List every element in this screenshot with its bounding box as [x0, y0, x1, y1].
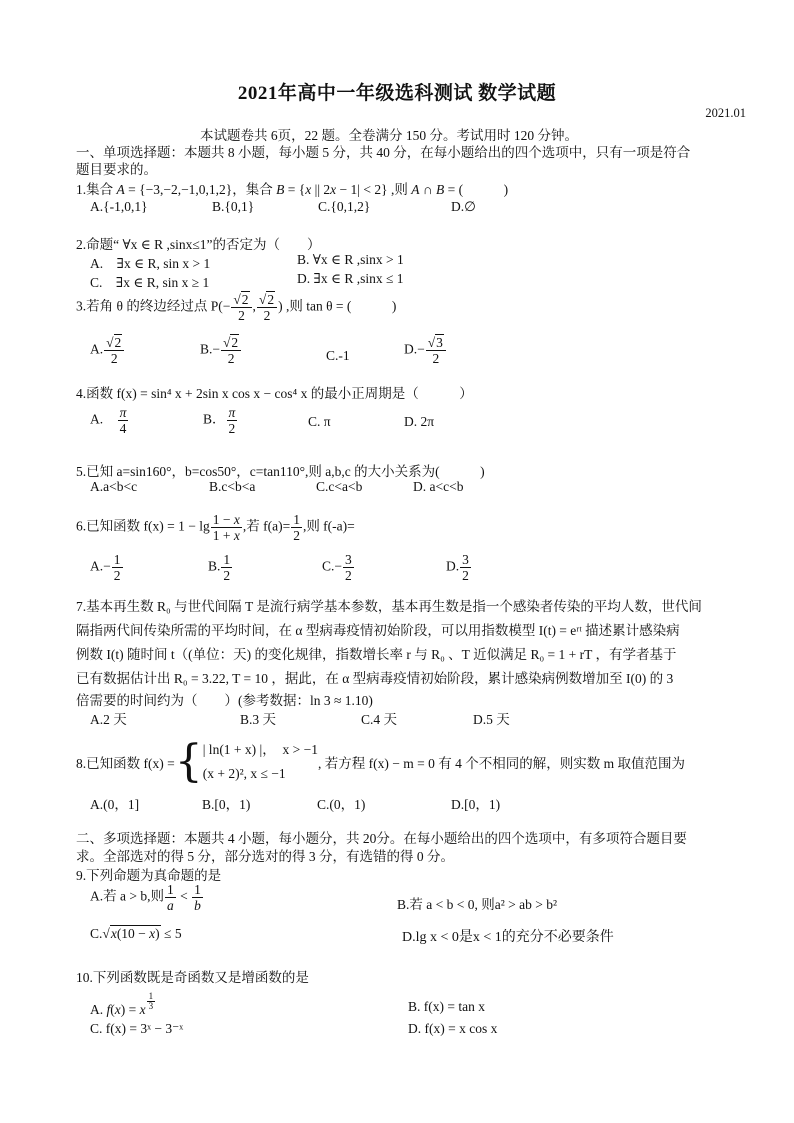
question-10-stem: 10.下列函数既是奇函数又是增函数的是: [76, 970, 309, 985]
question-1-option-d[interactable]: D.∅: [451, 199, 476, 214]
question-3-option-b[interactable]: B.− $\frac{√2}{2}$: [200, 335, 242, 366]
question-8-option-b[interactable]: B.[0，1): [202, 797, 251, 812]
question-5-option-a[interactable]: A.a<b<c: [90, 479, 138, 494]
question-7-line-2: 隔指两代间传染所需的平均时间，在 α 型病毒疫情初始阶段，可以用指数模型 I(t) = eʳᵗ 描述累计感染病: [76, 623, 680, 638]
question-4-option-c[interactable]: C. π: [308, 414, 331, 429]
question-5-option-d[interactable]: D. a<c<b: [413, 479, 464, 494]
question-4-option-d[interactable]: D. 2π: [404, 414, 435, 429]
question-2-option-d[interactable]: D. ∃x ∈ R ,sinx ≤ 1: [297, 271, 404, 286]
question-7-line-1: 7.基本再生数 R₀ 与世代间隔 T 是流行病学基本参数，基本再生数是指一个感染者传染的平均人数，世代间: [76, 599, 702, 614]
question-1-stem: 1.集合 A = {−3,−2,−1,0,1,2}，集合 B = {x || 2x − 1| < 2} ,则 A ∩ B = ( ): [76, 182, 509, 197]
question-3-label: 3.若角 θ 的终边经过点 P(: [76, 298, 223, 314]
question-1-label: 1.集合: [76, 182, 114, 197]
question-7-option-b[interactable]: B.3 天: [240, 712, 277, 727]
question-8-label: 8.已知函数 f(x) =: [76, 756, 175, 771]
question-4-option-b[interactable]: B． $\frac{\pi}{2}$: [203, 405, 236, 436]
question-6-stem: 6.已知函数 f(x) = 1 − lg $\frac{1 - x}{1 + x}$ ,若 f(a)= $\frac{1}{2}$ ,则 f(-a)=: [76, 512, 355, 543]
question-10-option-b[interactable]: B. f(x) = tan x: [408, 999, 485, 1014]
question-5-option-b[interactable]: B.c<b<a: [209, 479, 256, 494]
question-9-stem: 9.下列命题为真命题的是: [76, 868, 222, 883]
question-8-stem: 8.已知函数 f(x) ={ | ln(1 + x) |， x > −1 (x + 2)², x ≤ −1 , 若方程 f(x) − m = 0 有 4 个不相同的解，则实数 m 取值范围为: [76, 736, 685, 787]
question-2-option-b[interactable]: B. ∀x ∈ R ,sinx > 1: [297, 252, 404, 267]
question-10-option-d[interactable]: D. f(x) = x cos x: [408, 1021, 498, 1036]
question-7-option-c[interactable]: C.4 天: [361, 712, 398, 727]
question-3-option-a[interactable]: A. $\frac{√2}{2}$: [90, 335, 125, 366]
section1-heading: 一、单项选择题：本题共 8 小题，每小题 5 分，共 40 分，在每小题给出的四个选项中，只有一项是符合: [76, 145, 691, 160]
question-10-option-c[interactable]: C. f(x) = 3ˣ − 3⁻ˣ: [90, 1021, 184, 1036]
question-1-option-c[interactable]: C.{0,1,2}: [318, 199, 371, 214]
question-1-option-a[interactable]: A.{-1,0,1}: [90, 199, 148, 214]
brace-symbol: {: [174, 736, 203, 787]
question-6-option-d[interactable]: D. $\frac{3}{2}$: [446, 552, 469, 583]
question-7-line-3: 例数 I(t) 随时间 t（(单位：天) 的变化规律，指数增长率 r 与 R₀ 、T 近似满足 R₀ = 1 + rT ，有学者基于: [76, 647, 677, 662]
question-2-stem: 2.命题“ ∀x ∈ R ,sinx≤1”的否定为（ ）: [76, 237, 321, 252]
question-8-option-d[interactable]: D.[0，1): [451, 797, 501, 812]
question-3-option-c[interactable]: C.-1: [326, 348, 350, 363]
question-3-stem: 3.若角 θ 的终边经过点 P(− $\frac{√2}{2}$ , $\frac{√2}{2}$ ) ,则 tan θ = ( ): [76, 292, 397, 323]
question-5-option-c[interactable]: C.c<a<b: [316, 479, 363, 494]
question-4-stem: 4.函数 f(x) = sin⁴ x + 2sin x cos x − cos⁴ x 的最小正周期是（ ）: [76, 386, 473, 401]
question-3-option-d[interactable]: D.− $\frac{√3}{2}$: [404, 335, 447, 366]
section2-heading: 二、多项选择题：本题共 4 小题，每小题分，共 20分。在每小题给出的四个选项中，有多项符合题目要: [76, 831, 687, 846]
question-5-stem: 5.已知 a=sin160°，b=cos50°，c=tan110°,则 a,b,c 的大小关系为( ): [76, 464, 485, 479]
question-9-option-b[interactable]: B.若 a < b < 0, 则a² > ab > b²: [397, 897, 558, 912]
question-9-option-a[interactable]: A.若 a > b,则 $\frac{1}{a}$ < $\frac{1}{b}$: [90, 882, 201, 913]
question-6-option-a[interactable]: A.− $\frac{1}{2}$: [90, 552, 121, 583]
question-8-option-a[interactable]: A.(0，1]: [90, 797, 140, 812]
question-7-line-5: 倍需要的时间约为（ ）(参考数据：ln 3 ≈ 1.10): [76, 693, 373, 708]
exam-intro: 本试题卷共 6页，22 题。全卷满分 150 分。考试用时 120 分钟。: [200, 128, 578, 143]
section2-heading-cont: 求。全部选对的得 5 分，部分选对的得 3 分，有选错的得 0 分。: [76, 849, 454, 864]
question-1-option-b[interactable]: B.{0,1}: [212, 199, 255, 214]
question-7-line-4: 已有数据估计出 R₀ = 3.22, T = 10 ，据此，在 α 型病毒疫情初始阶段，累计感染病例数增加至 I(0) 的 3: [76, 671, 674, 686]
question-2-option-c[interactable]: C. ∃x ∈ R, sin x ≥ 1: [90, 275, 210, 290]
question-6-option-b[interactable]: B. $\frac{1}{2}$: [208, 552, 231, 583]
question-2-option-a[interactable]: A. ∃x ∈ R, sin x > 1: [90, 256, 211, 271]
question-10-option-a[interactable]: A. f(x) = x $^{\frac{1}{3}}$: [90, 991, 154, 1018]
question-6-label: 6.已知函数 f(x) = 1 − lg: [76, 518, 210, 534]
question-9-option-d[interactable]: D.lg x < 0是x < 1的充分不必要条件: [402, 930, 614, 945]
question-3-tail: ) ,则 tan θ = ( ): [278, 298, 397, 314]
question-8-option-c[interactable]: C.(0，1): [317, 797, 366, 812]
question-7-option-a[interactable]: A.2 天: [90, 712, 127, 727]
section1-heading-cont: 题目要求的。: [76, 162, 157, 177]
question-7-option-d[interactable]: D.5 天: [473, 712, 510, 727]
question-9-option-c[interactable]: C.√x(10 − x) ≤ 5: [90, 926, 182, 941]
question-4-option-a[interactable]: A. $\frac{\pi}{4}$: [90, 405, 127, 436]
question-6-option-c[interactable]: C.− $\frac{3}{2}$: [322, 552, 352, 583]
page-title: 2021年高中一年级选科测试 数学试题: [237, 83, 557, 104]
exam-date: 2021.01: [705, 106, 746, 120]
